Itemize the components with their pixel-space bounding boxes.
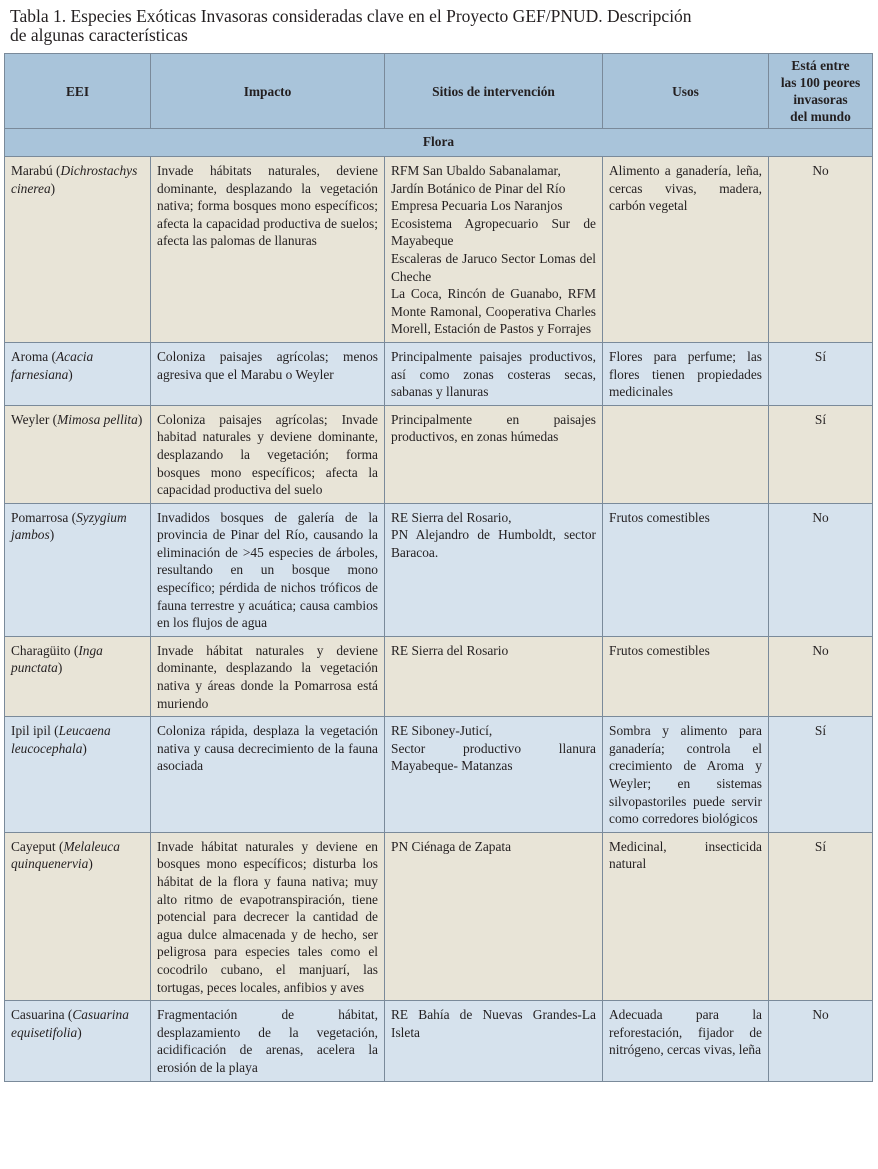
impact-cell: Coloniza paisajes agrícolas; Invade habitad naturales y deviene dominante, desplazando la vegetación; forma bosques mono específicos; afecta la capacidad productiva del suelo [151,405,385,503]
caption-line-2: de algunas características [10,25,188,45]
site-entry: La Coca, Rincón de Guanabo, RFM Monte Ramonal, Cooperativa Charles Morell, Estación de Pastos y Forrajes [391,286,596,337]
uses-cell: Alimento a ganadería, leña, cercas vivas, madera, carbón vegetal [603,157,769,343]
species-name-cell: Charagüito (Inga punctata) [5,636,151,716]
sites-cell [385,832,603,1000]
header-eei: EEI [5,54,151,129]
impact-cell: Invade hábitats naturales, deviene dominante, desplazando la vegetación nativa; forma bosques mono específicos; afecta la capacidad productiva de suelos; afecta las palomas de llanuras [151,157,385,343]
impact-cell: Invade hábitat naturales y deviene en bosques mono específicos; disturba los hábitat de la flora y fauna nativa; muy alto ritmo de evapotranspiración, tiene potencial para decrecer la cantidad de agua dulce almacenada y de hecho, ser peligrosa para especies tales como el cocodrilo cubano, el manjuarí, las tortugas, peces locales, anfibios y aves [151,832,385,1000]
impact-cell: Fragmentación de hábitat, desplazamiento de la vegetación, acidificación de arenas, acelera la erosión de la playa [151,1001,385,1081]
scientific-name: Casuarina equisetifolia [11,1007,129,1040]
uses-cell: Medicinal, insecticida natural [603,832,769,1000]
uses-cell: Frutos comestibles [603,503,769,636]
common-name: Casuarina [11,1007,65,1023]
table-row [5,405,873,503]
site-entry: RE Siboney-Juticí, [391,723,493,739]
site-entry: Jardín Botánico de Pinar del Río [391,180,566,196]
table-row [5,832,873,1000]
worst-invasive-cell: Sí [769,717,873,833]
table-row [5,717,873,833]
site-entry: Principalmente en paisajes productivos, en zonas húmedas [391,411,596,445]
header-peores-line: Está entre [791,58,850,73]
table-row [5,157,873,343]
worst-invasive-cell: No [769,503,873,636]
impact-cell: Invadidos bosques de galería de la provincia de Pinar del Río, causando la eliminación de >45 especies de árboles, resultando en un bosque mono específico; pérdida de nichos tróficos de fauna terrestre y acuática; causa cambios en los flujos de agua [151,503,385,636]
table-row [5,1001,873,1081]
header-peores [769,54,873,129]
section-row [5,129,873,157]
species-name-cell: Pomarrosa (Syzygium jambos) [5,503,151,636]
common-name: Weyler [11,411,50,427]
sites-cell [385,1001,603,1081]
header-peores-line: las 100 peores [780,75,861,90]
species-name-cell: Ipil ipil (Leucaena leucocephala) [5,717,151,833]
header-peores-line: invasoras [793,92,848,107]
scientific-name: Leucaena leucocephala [11,723,111,756]
species-name-cell: Aroma (Acacia farnesiana) [5,342,151,405]
common-name: Marabú [11,163,53,178]
common-name: Pomarrosa [11,509,69,525]
species-name-cell: Cayeput (Melaleuca quinquenervia) [5,832,151,1000]
scientific-name: Mimosa pellita [57,411,138,427]
uses-cell: Sombra y alimento para ganadería; controla el crecimiento de Aroma y Weyler; en sistemas silvopastoriles puede servir como corredores biológicos [603,717,769,833]
site-entry: RE Sierra del Rosario [391,642,509,658]
worst-invasive-cell: Sí [769,342,873,405]
site-entry: Ecosistema Agropecuario Sur de Mayabeque [391,215,596,249]
uses-cell: Flores para perfume; las flores tienen propiedades medicinales [603,342,769,405]
worst-invasive-cell: Sí [769,832,873,1000]
worst-invasive-cell: No [769,157,873,343]
worst-invasive-cell: No [769,636,873,716]
header-row [5,54,873,129]
species-name-cell: Weyler (Mimosa pellita) [5,405,151,503]
common-name: Aroma [11,348,49,364]
table-row [5,342,873,405]
sites-cell [385,342,603,405]
sites-cell [385,636,603,716]
uses-cell: Adecuada para la reforestación, fijador de nitrógeno, cercas vivas, leña [603,1001,769,1081]
sites-cell [385,157,603,343]
sites-cell [385,503,603,636]
scientific-name: Melaleuca quinquenervia [11,838,120,872]
species-table [4,53,873,1082]
site-entry: Escaleras de Jaruco Sector Lomas del Cheche [391,250,596,284]
header-usos: Usos [603,54,769,129]
site-entry: PN Alejandro de Humboldt, sector Baracoa. [391,527,596,560]
worst-invasive-cell: No [769,1001,873,1081]
table-row [5,503,873,636]
uses-cell: Frutos comestibles [603,636,769,716]
impact-cell: Coloniza paisajes agrícolas; menos agresiva que el Marabu o Weyler [151,342,385,405]
site-entry: RE Bahía de Nuevas Grandes-La Isleta [391,1007,596,1040]
common-name: Ipil ipil [11,723,51,739]
site-entry: Empresa Pecuaria Los Naranjos [391,198,563,214]
impact-cell: Invade hábitat naturales y deviene dominante, desplazando la vegetación nativa y áreas donde la Pomarrosa está muriendo [151,636,385,716]
worst-invasive-cell: Sí [769,405,873,503]
site-entry: Principalmente paisajes productivos, así como zonas costeras secas, sabanas y llanuras [391,348,596,400]
table-row [5,636,873,716]
species-name-cell: Casuarina (Casuarina equisetifolia) [5,1001,151,1081]
caption-line-1: Tabla 1. Especies Exóticas Invasoras consideradas clave en el Proyecto GEF/PNUD. Descripción [10,6,692,26]
site-entry: PN Ciénaga de Zapata [391,838,512,854]
sites-cell [385,717,603,833]
scientific-name: Dichrostachys cinerea [11,163,138,196]
site-entry: RE Sierra del Rosario, [391,509,512,525]
common-name: Cayeput [11,838,56,854]
header-impacto: Impacto [151,54,385,129]
species-name-cell: Marabú (Dichrostachys cinerea) [5,157,151,343]
site-entry: Sector productivo llanura Mayabeque- Matanzas [391,740,596,774]
table-caption [10,7,870,45]
header-peores-line: del mundo [790,109,851,124]
site-entry: RFM San Ubaldo Sabanalamar, [391,163,561,178]
scientific-name: Inga punctata [11,642,103,676]
uses-cell [603,405,769,503]
section-label: Flora [5,129,873,157]
sites-cell [385,405,603,503]
scientific-name: Acacia farnesiana [11,348,94,382]
header-sitios: Sitios de intervención [385,54,603,129]
scientific-name: Syzygium jambos [11,509,127,543]
common-name: Charagüito [11,642,71,658]
impact-cell: Coloniza rápida, desplaza la vegetación nativa y causa decrecimiento de la fauna asociada [151,717,385,833]
